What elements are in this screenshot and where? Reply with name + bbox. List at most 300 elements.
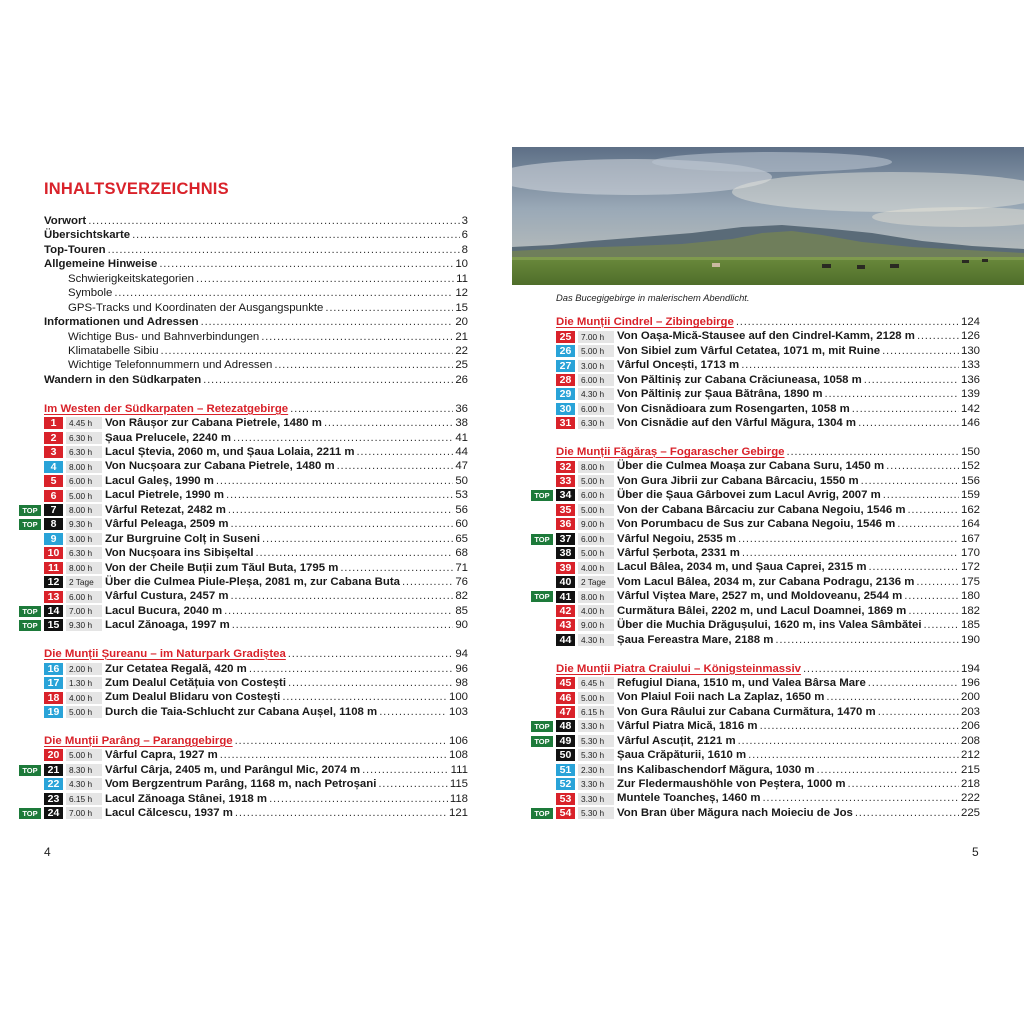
tour-entry[interactable] — [44, 561, 468, 575]
duration-badge: 7.00 h — [66, 605, 102, 617]
duration-badge: 8.00 h — [578, 591, 614, 603]
leader-dots — [787, 445, 959, 459]
tour-entry[interactable] — [556, 777, 980, 791]
bucegi-landscape-image — [512, 147, 1024, 285]
region-title: Die Munții Piatra Craiului – Königsteinmassiv — [556, 662, 801, 675]
tour-title: Durch die Taia-Schlucht zur Cabana Aușel, 1108 m — [105, 705, 378, 718]
page-ref: 133 — [960, 359, 980, 372]
tour-title: Refugiul Diana, 1510 m, und Valea Bârsa Mare — [617, 676, 866, 689]
page-ref: 212 — [960, 749, 980, 762]
page-ref: 203 — [960, 705, 980, 718]
toc-entry[interactable] — [44, 373, 468, 387]
duration-badge: 8.00 h — [66, 504, 102, 516]
toc-entry[interactable] — [44, 286, 468, 300]
tour-title: Lacul Bâlea, 2034 m, und Șaua Caprei, 2315 m — [617, 561, 867, 574]
duration-badge: 6.30 h — [66, 432, 102, 444]
leader-dots — [748, 748, 959, 762]
spacer — [556, 431, 980, 445]
leader-dots — [760, 719, 959, 733]
top-badge: TOP — [19, 620, 41, 631]
duration-badge: 6.00 h — [578, 403, 614, 415]
duration-badge: 4.30 h — [66, 778, 102, 790]
leader-dots — [282, 690, 447, 704]
tour-entry[interactable] — [22, 806, 468, 820]
tour-entry[interactable] — [44, 416, 468, 430]
region-title: Die Munții Șureanu – im Naturpark Gradiștea — [44, 648, 286, 661]
tour-title: Vârful Retezat, 2482 m — [105, 503, 226, 516]
page-ref: 167 — [960, 532, 980, 545]
tour-title: Lacul Zănoaga, 1997 m — [105, 619, 230, 632]
page-ref: 215 — [960, 763, 980, 776]
tour-title: Von Porumbacu de Sus zur Cabana Negoiu, 1546 m — [617, 518, 896, 531]
photo-caption: Das Bucegigebirge in malerischem Abendlicht. — [556, 292, 750, 303]
tour-title: Von Bran über Măgura nach Moieciu de Jos — [617, 806, 853, 819]
leader-dots — [230, 589, 453, 603]
leader-dots — [216, 474, 453, 488]
leader-dots — [228, 503, 453, 517]
tour-title: Von Cisnădie auf den Vârful Măgura, 1304 m — [617, 417, 857, 430]
page-ref: 162 — [960, 503, 980, 516]
page-ref: 142 — [960, 402, 980, 415]
page-ref: 6 — [461, 229, 468, 242]
tour-number-badge: 13 — [44, 591, 63, 603]
tour-entry[interactable] — [44, 589, 468, 603]
tour-title: Über die Muchia Drăgușului, 1620 m, ins Valea Sâmbătei — [617, 619, 922, 632]
tour-entry[interactable] — [556, 546, 980, 560]
tour-entry[interactable] — [556, 358, 980, 372]
tour-entry[interactable] — [534, 488, 980, 502]
page-ref: 180 — [960, 590, 980, 603]
duration-badge: 8.00 h — [578, 461, 614, 473]
leader-dots — [274, 358, 453, 372]
region-title: Die Munții Făgăraș – Fogarascher Gebirge — [556, 445, 785, 458]
tour-entry[interactable] — [44, 474, 468, 488]
tour-number-badge: 31 — [556, 417, 575, 429]
leader-dots — [114, 286, 453, 300]
leader-dots — [379, 705, 447, 719]
tour-title: Von Gura Jibrii zur Cabana Bârcaciu, 1550 m — [617, 474, 859, 487]
tour-entry[interactable] — [22, 618, 468, 632]
duration-badge: 8.00 h — [66, 562, 102, 574]
tour-number-badge: 10 — [44, 547, 63, 559]
tour-entry[interactable] — [534, 734, 980, 748]
tour-entry[interactable] — [534, 589, 980, 603]
toc-entry[interactable] — [44, 257, 468, 271]
tour-number-badge: 28 — [556, 374, 575, 386]
duration-badge: 5.30 h — [578, 807, 614, 819]
toc-entry[interactable] — [44, 344, 468, 358]
page-ref: 15 — [455, 301, 468, 314]
tour-entry[interactable] — [44, 662, 468, 676]
tour-title: Șaua Fereastra Mare, 2188 m — [617, 633, 774, 646]
page-ref: 10 — [455, 258, 468, 271]
tour-entry[interactable] — [556, 373, 980, 387]
page-ref: 139 — [960, 388, 980, 401]
spacer — [44, 387, 468, 401]
page-ref: 82 — [455, 590, 468, 603]
duration-badge: 6.00 h — [578, 533, 614, 545]
page-ref: 85 — [455, 604, 468, 617]
toc-entry-title: Top-Touren — [44, 243, 106, 256]
leader-dots — [738, 734, 959, 748]
leader-dots — [861, 474, 959, 488]
tour-entry[interactable] — [44, 777, 468, 791]
duration-badge: 6.30 h — [66, 446, 102, 458]
tour-entry[interactable] — [556, 459, 980, 473]
leader-dots — [882, 344, 959, 358]
leader-dots — [220, 748, 447, 762]
region-heading[interactable] — [556, 315, 980, 329]
duration-badge: 9.00 h — [578, 518, 614, 530]
tour-entry[interactable] — [44, 431, 468, 445]
tour-title: Lacul Bucura, 2040 m — [105, 604, 223, 617]
tour-entry[interactable] — [534, 806, 980, 820]
duration-badge: 6.15 h — [578, 706, 614, 718]
tour-entry[interactable] — [556, 329, 980, 343]
tour-title: Von Râușor zur Cabana Pietrele, 1480 m — [105, 417, 322, 430]
tour-entry[interactable] — [44, 690, 468, 704]
duration-badge: 3.00 h — [578, 360, 614, 372]
tour-entry[interactable] — [556, 618, 980, 632]
page-ref: 44 — [455, 446, 468, 458]
tour-entry[interactable] — [22, 503, 468, 517]
leader-dots — [803, 662, 959, 676]
page-ref: 53 — [455, 489, 468, 502]
toc-entry[interactable] — [44, 315, 468, 329]
page-ref: 22 — [455, 344, 468, 357]
toc-entry[interactable] — [44, 214, 468, 228]
tour-title: Lacul Călcescu, 1937 m — [105, 806, 233, 819]
tour-entry[interactable] — [44, 445, 468, 459]
tour-entry[interactable] — [556, 676, 980, 690]
duration-badge: 5.30 h — [578, 749, 614, 761]
duration-badge: 6.00 h — [66, 475, 102, 487]
tour-number-badge: 32 — [556, 461, 575, 473]
leader-dots — [108, 243, 460, 257]
toc-entry[interactable] — [44, 243, 468, 257]
tour-title: Vârful Piatra Mică, 1816 m — [617, 720, 758, 733]
tour-title: Von Sibiel zum Vârful Cetatea, 1071 m, mit Ruine — [617, 344, 881, 357]
tour-title: Zur Cetatea Regală, 420 m — [105, 662, 247, 675]
tour-number-badge: 46 — [556, 692, 575, 704]
right-page — [512, 0, 1024, 1024]
page-ref: 164 — [960, 518, 980, 531]
toc-entry-title: Informationen und Adressen — [44, 316, 199, 329]
page-ref: 47 — [455, 460, 468, 473]
duration-badge: 5.00 h — [578, 475, 614, 487]
tour-entry[interactable] — [22, 604, 468, 618]
page-ref: 159 — [960, 489, 980, 502]
tour-entry[interactable] — [556, 517, 980, 531]
tour-entry[interactable] — [556, 387, 980, 401]
tour-entry[interactable] — [44, 459, 468, 473]
leader-dots — [736, 315, 959, 329]
tour-number-badge: 4 — [44, 461, 63, 473]
tour-title: Von der Cheile Buții zum Tăul Buta, 1795 m — [105, 561, 339, 574]
tour-number-badge: 24 — [44, 807, 63, 819]
tour-title: Zum Dealul Blidaru von Costești — [105, 691, 281, 704]
leader-dots — [249, 662, 454, 676]
top-badge: TOP — [531, 534, 553, 545]
tour-entry[interactable] — [556, 748, 980, 762]
tour-title: Curmătura Bâlei, 2202 m, und Lacul Doamnei, 1869 m — [617, 604, 907, 617]
leader-dots — [233, 431, 453, 445]
tour-title: Von Plaiul Foii nach La Zaplaz, 1650 m — [617, 691, 825, 704]
toc-entry-title: GPS-Tracks und Koordinaten der Ausgangspunkte — [68, 301, 324, 314]
tour-number-badge: 6 — [44, 490, 63, 502]
leader-dots — [762, 791, 959, 805]
leader-dots — [402, 575, 453, 589]
duration-badge: 3.30 h — [578, 720, 614, 732]
page-ref: 126 — [960, 330, 980, 343]
page-ref: 21 — [455, 330, 468, 343]
tour-entry[interactable] — [556, 791, 980, 805]
tour-entry[interactable] — [556, 402, 980, 416]
tour-number-badge: 40 — [556, 576, 575, 588]
tour-number-badge: 19 — [44, 706, 63, 718]
tour-number-badge: 26 — [556, 345, 575, 357]
leader-dots — [897, 517, 959, 531]
tour-entry[interactable] — [556, 690, 980, 704]
tour-number-badge: 43 — [556, 619, 575, 631]
leader-dots — [878, 705, 959, 719]
region-title: Im Westen der Südkarpaten – Retezatgebirge — [44, 402, 289, 415]
toc-heading: INHALTSVERZEICHNIS — [44, 180, 229, 198]
leader-dots — [378, 777, 447, 791]
tour-number-badge: 51 — [556, 764, 575, 776]
tour-title: Lacul Galeș, 1990 m — [105, 474, 214, 487]
tour-title: Vârful Cârja, 2405 m, und Parângul Mic, 2074 m — [105, 763, 361, 776]
tour-title: Muntele Toancheș, 1460 m — [617, 792, 761, 805]
tour-number-badge: 39 — [556, 562, 575, 574]
page-number-left: 4 — [44, 845, 51, 859]
duration-badge: 9.30 h — [66, 518, 102, 530]
tour-number-badge: 3 — [44, 446, 63, 458]
page-ref: 130 — [960, 344, 980, 357]
tour-number-badge: 38 — [556, 547, 575, 559]
leader-dots — [340, 561, 453, 575]
duration-badge: 2.00 h — [66, 663, 102, 675]
region-heading[interactable] — [44, 647, 468, 661]
tour-entry[interactable] — [534, 719, 980, 733]
page-ref: 121 — [448, 806, 468, 819]
spacer — [44, 719, 468, 733]
toc-entry[interactable] — [44, 228, 468, 242]
tour-title: Über die Culmea Moașa zur Cabana Suru, 1450 m — [617, 460, 885, 473]
tour-number-badge: 54 — [556, 807, 575, 819]
page-ref: 76 — [455, 575, 468, 588]
tour-number-badge: 45 — [556, 677, 575, 689]
tour-entry[interactable] — [44, 676, 468, 690]
tour-number-badge: 1 — [44, 417, 63, 429]
toc-entry-title: Übersichtskarte — [44, 229, 131, 242]
tour-title: Lacul Pietrele, 1990 m — [105, 489, 225, 502]
page-ref: 194 — [960, 662, 980, 675]
top-badge: TOP — [19, 519, 41, 530]
toc-entry[interactable] — [44, 301, 468, 315]
duration-badge: 5.00 h — [66, 706, 102, 718]
page-ref: 36 — [455, 402, 468, 415]
page-ref: 60 — [455, 518, 468, 531]
tour-number-badge: 35 — [556, 504, 575, 516]
toc-entry-title: Wandern in den Südkarpaten — [44, 373, 202, 386]
tour-title: Vârful Ascuțit, 2121 m — [617, 734, 736, 747]
leader-dots — [362, 763, 449, 777]
toc-entry-title: Schwierigkeitskategorien — [68, 272, 194, 285]
duration-badge: 5.00 h — [66, 490, 102, 502]
tour-number-badge: 18 — [44, 692, 63, 704]
top-badge: TOP — [531, 591, 553, 602]
page-ref: 156 — [960, 474, 980, 487]
tour-number-badge: 47 — [556, 706, 575, 718]
toc-entry[interactable] — [44, 330, 468, 344]
region-heading[interactable] — [556, 662, 980, 676]
tour-number-badge: 20 — [44, 749, 63, 761]
duration-badge: 6.30 h — [578, 417, 614, 429]
page-ref: 103 — [448, 705, 468, 718]
tour-title: Ins Kalibaschendorf Măgura, 1030 m — [617, 763, 815, 776]
region-heading[interactable] — [44, 402, 468, 416]
leader-dots — [917, 329, 959, 343]
tour-number-badge: 25 — [556, 331, 575, 343]
tour-number-badge: 2 — [44, 432, 63, 444]
page-number-right: 5 — [972, 845, 979, 859]
duration-badge: 3.00 h — [66, 533, 102, 545]
tour-entry[interactable] — [556, 474, 980, 488]
page-ref: 100 — [448, 691, 468, 704]
tour-number-badge: 41 — [556, 591, 575, 603]
tour-entry[interactable] — [44, 575, 468, 589]
leader-dots — [159, 257, 453, 271]
leader-dots — [132, 228, 460, 242]
tour-entry[interactable] — [556, 503, 980, 517]
duration-badge: 6.45 h — [578, 677, 614, 689]
tour-number-badge: 42 — [556, 605, 575, 617]
leader-dots — [230, 517, 453, 531]
duration-badge: 8.00 h — [66, 461, 102, 473]
page-ref: 96 — [455, 662, 468, 675]
tour-entry[interactable] — [556, 416, 980, 430]
page-ref: 146 — [960, 417, 980, 430]
page-ref: 208 — [960, 734, 980, 747]
page-ref: 118 — [449, 792, 468, 805]
leader-dots — [864, 373, 959, 387]
leader-dots — [337, 459, 454, 473]
top-badge: TOP — [19, 606, 41, 617]
leader-dots — [848, 777, 959, 791]
region-heading[interactable] — [44, 734, 468, 748]
duration-badge: 6.00 h — [578, 374, 614, 386]
duration-badge: 7.00 h — [578, 331, 614, 343]
page-ref: 94 — [455, 648, 468, 661]
tour-title: Von Păltiniș zur Șaua Bătrâna, 1890 m — [617, 388, 823, 401]
tour-title: Von Nucșoara ins Sibișeltal — [105, 547, 254, 560]
leader-dots — [738, 532, 959, 546]
leader-dots — [908, 604, 959, 618]
tour-title: Vârful Negoiu, 2535 m — [617, 532, 737, 545]
tour-title: Vârful Șerbota, 2331 m — [617, 547, 740, 559]
leader-dots — [269, 792, 448, 806]
toc-entry[interactable] — [44, 358, 468, 372]
region-title: Die Munții Cindrel – Zibingebirge — [556, 316, 734, 328]
tour-title: Zur Fledermaushöhle von Peștera, 1000 m — [617, 778, 846, 790]
tour-entry[interactable] — [44, 705, 468, 719]
duration-badge: 9.00 h — [578, 619, 614, 631]
duration-badge: 7.00 h — [66, 807, 102, 819]
duration-badge: 4.30 h — [578, 388, 614, 400]
tour-entry[interactable] — [556, 705, 980, 719]
tour-number-badge: 30 — [556, 403, 575, 415]
tour-entry[interactable] — [44, 532, 468, 546]
toc-entry[interactable] — [44, 272, 468, 286]
tour-entry[interactable] — [556, 604, 980, 618]
page-ref: 150 — [960, 445, 980, 458]
leader-dots — [907, 503, 959, 517]
leader-dots — [288, 676, 453, 690]
page-ref: 115 — [449, 778, 468, 791]
duration-badge: 6.15 h — [66, 793, 102, 805]
page-ref: 50 — [455, 474, 468, 487]
tour-entry[interactable] — [556, 633, 980, 647]
tour-number-badge: 21 — [44, 764, 63, 776]
tour-entry[interactable] — [44, 792, 468, 806]
leader-dots — [817, 763, 959, 777]
tour-number-badge: 33 — [556, 475, 575, 487]
leader-dots — [868, 676, 959, 690]
top-badge: TOP — [19, 765, 41, 776]
leader-dots — [203, 373, 453, 387]
leader-dots — [855, 806, 959, 820]
tour-number-badge: 52 — [556, 778, 575, 790]
leader-dots — [232, 618, 454, 632]
tour-entry[interactable] — [556, 763, 980, 777]
tour-title: Lacul Ștevia, 2060 m, und Șaua Lolaia, 2211 m — [105, 446, 355, 458]
leader-dots — [916, 575, 959, 589]
page-ref: 111 — [450, 763, 468, 776]
right-toc — [534, 315, 980, 820]
tour-title: Vârful Peleaga, 2509 m — [105, 518, 229, 531]
leader-dots — [196, 272, 454, 286]
tour-entry[interactable] — [22, 763, 468, 777]
leader-dots — [924, 618, 959, 632]
duration-badge: 4.30 h — [578, 634, 614, 646]
region-heading[interactable] — [556, 445, 980, 459]
toc-entry-title: Wichtige Telefonnummern und Adressen — [68, 359, 273, 372]
duration-badge: 8.30 h — [66, 764, 102, 776]
page-ref: 175 — [960, 575, 980, 588]
duration-badge: 2 Tage — [66, 576, 102, 588]
tour-entry[interactable] — [44, 488, 468, 502]
leader-dots — [324, 416, 453, 430]
tour-entry[interactable] — [556, 560, 980, 574]
tour-number-badge: 7 — [44, 504, 63, 516]
page-ref: 106 — [448, 734, 468, 747]
tour-entry[interactable] — [534, 532, 980, 546]
tour-title: Zum Dealul Cetățuia von Costești — [105, 677, 287, 689]
tour-entry[interactable] — [556, 344, 980, 358]
tour-entry[interactable] — [556, 575, 980, 589]
tour-entry[interactable] — [44, 546, 468, 560]
leader-dots — [852, 402, 959, 416]
tour-number-badge: 27 — [556, 360, 575, 372]
tour-title: Vârful Capra, 1927 m — [105, 749, 218, 762]
tour-entry[interactable] — [44, 748, 468, 762]
tour-entry[interactable] — [22, 517, 468, 531]
tour-number-badge: 22 — [44, 778, 63, 790]
tour-number-badge: 12 — [44, 576, 63, 588]
tour-title: Vom Bergzentrum Parâng, 1168 m, nach Petroșani — [105, 778, 377, 791]
region-title: Die Munții Parâng – Paranggebirge — [44, 734, 233, 747]
